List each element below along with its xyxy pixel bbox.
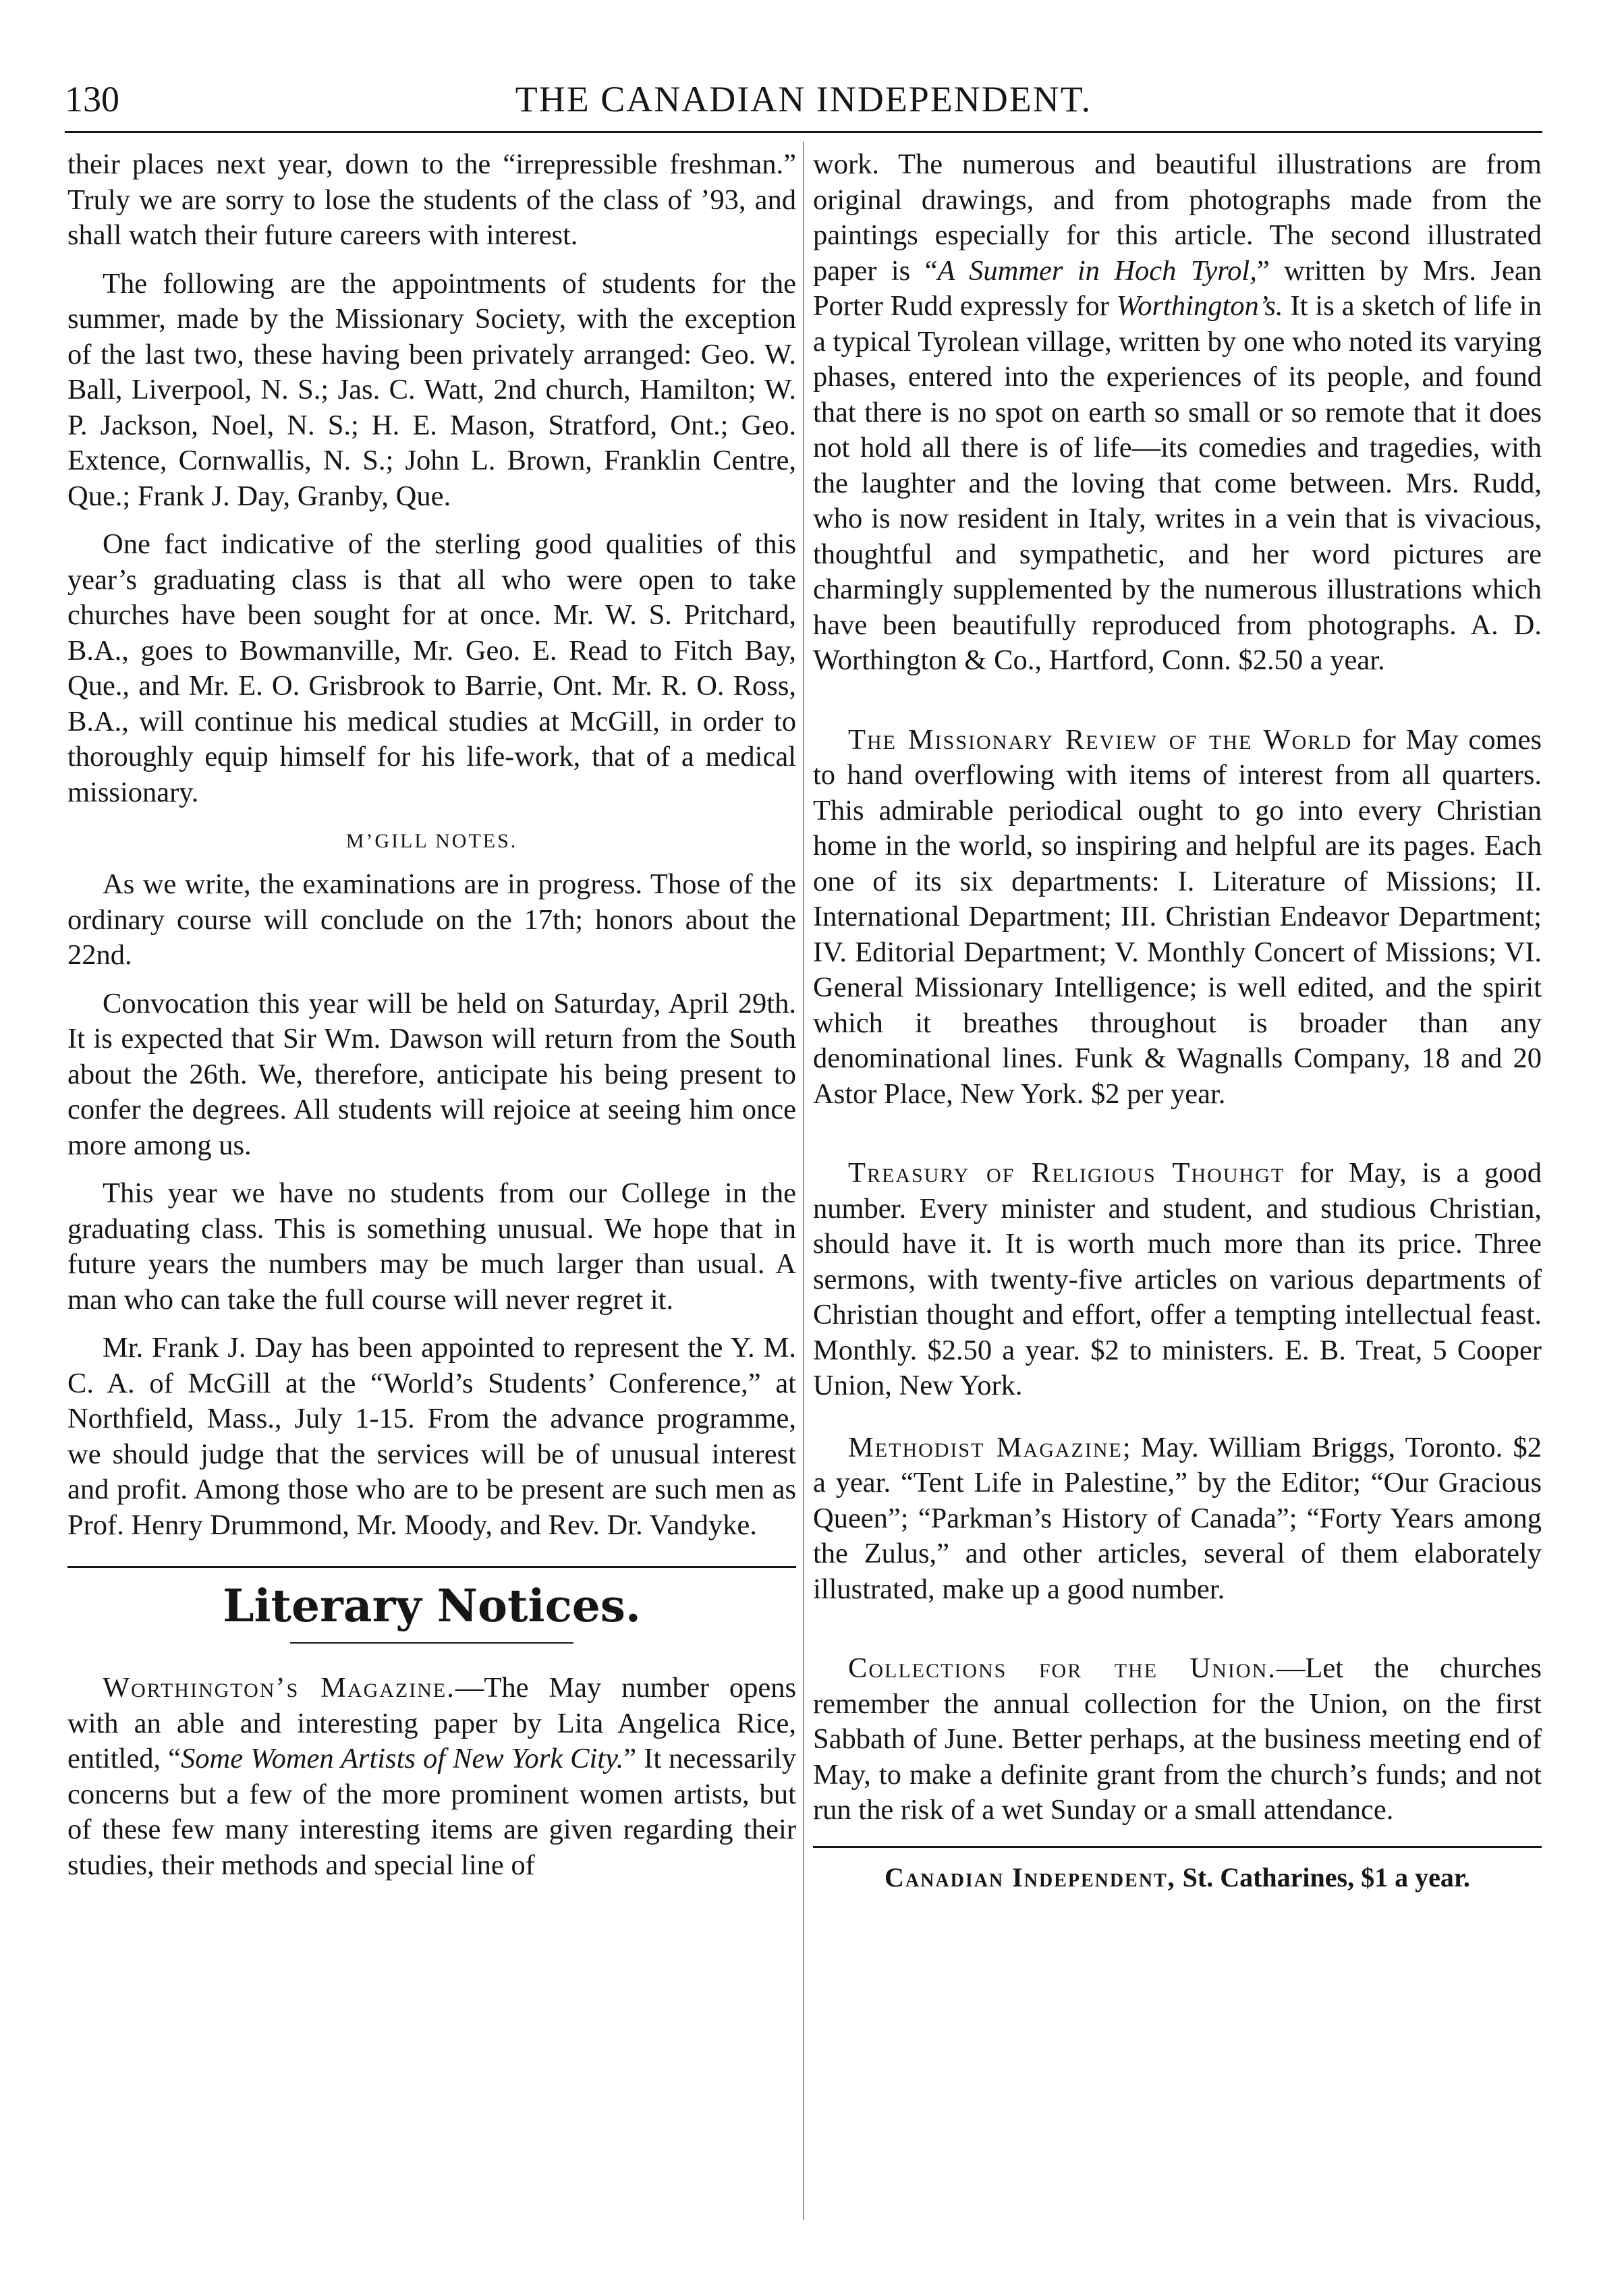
- paragraph-worthingtons-continued: [813, 147, 1542, 679]
- page-header: [65, 76, 1542, 123]
- paragraph: their places next year, down to the “irrepressible freshman.” Truly we are sorry to lose the students of the class of ’93, and shall watch their future careers with interest.: [67, 148, 796, 251]
- paragraph-treasury: [813, 1156, 1542, 1404]
- paragraph-convocation: Convocation this year will be held on Saturday, April 29th. It is expected that Sir Wm. Dawson will return from the South about the 26th. We, therefore, anticipate his being present to confer the degrees. All students will rejoice at seeing him once more among us.: [67, 987, 796, 1161]
- right-column: [813, 147, 1542, 1895]
- lead-treasury: Treasury of Religious Thouhgt: [848, 1157, 1285, 1189]
- lead-methodist-magazine: Methodist Magazine: [848, 1431, 1123, 1463]
- lead-worthingtons-magazine: Worthington’s Magazine.: [103, 1672, 455, 1704]
- paragraph-graduating-class: One fact indicative of the sterling good qualities of this year’s graduating class is that all who were open to take churches have been sought for at once. Mr. W. S. Pritchard, B.A., goes to Bowmanville, Mr. Geo. E. Read to Fitch Bay, Que., and Mr. E. O. Grisbrook to Barrie, Ont. Mr. R. O. Ross, B.A., will continue his medical studies at McGill, in order to thoroughly equip himself for his life-work, that of a medical missionary.: [67, 528, 796, 808]
- spacer: [813, 1125, 1542, 1156]
- text-span: ” It necessarily concerns but a few of the more prominent women artists, but of these few many interesting items are given regarding their studies, their methods and special line of: [67, 1743, 796, 1881]
- paragraph-frank-day: Mr. Frank J. Day has been appointed to represent the Y. M. C. A. of McGill at the “World’s Students’ Conference,” at Northfield, Mass., July 1-15. From the advance programme, we should judge that the services will be of unusual interest and profit. Among those who are to be present are such men as Prof. Henry Drummond, Mr. Moody, and Rev. Dr. Vandyke.: [67, 1332, 796, 1541]
- paragraph-appointments: The following are the appointments of students for the summer, made by the Missionary Society, with the exception of the last two, these having been privately arranged: Geo. W. Ball, Liverpool, N. S.; Jas. C. Watt, 2nd church, Hamilton; W. P. Jackson, Noel, N. S.; H. E. Mason, Stratford, Ont.; Geo. Extence, Cornwallis, N. S.; John L. Brown, Franklin Centre, Que.; Frank J. Day, Granby, Que.: [67, 267, 796, 512]
- column-divider: [803, 142, 804, 2220]
- paragraph-examinations: As we write, the examinations are in progress. Those of the ordinary course will conclude on the 17th; honors about the 22nd.: [67, 868, 796, 971]
- spacer: [813, 1417, 1542, 1430]
- article-title: Some Women Artists of New York City.: [181, 1743, 624, 1774]
- page-number: 130: [65, 79, 119, 119]
- text-span: It is a sketch of life in a typical Tyrolean village, written by one who noted its varying phases, entered into the experiences of its people, and found that there is no spot on earth so small or so remote that it does not hold all there is of life—its comedies and tragedies, with the laughter and the loving that come between. Mrs. Rudd, who is now resident in Italy, writes in a vein that is vivacious, thoughtful and sympathetic, and her word pictures are charmingly supplemented by the numerous illustrations which have been beautifully reproduced from photographs. A. D. Worthington & Co., Hartford, Conn. $2.50 a year.: [813, 290, 1542, 676]
- footer-rule: [813, 1846, 1542, 1848]
- section-rule: [67, 1566, 796, 1568]
- paragraph-no-students: This year we have no students from our College in the graduating class. This is something unusual. We hope that in future years the numbers may be much larger than usual. A man who can take the full course will never regret it.: [67, 1177, 796, 1316]
- text-span: for May comes to hand overflowing with items of interest from all quarters. This admirable periodical ought to go into every Christian home in the world, so inspiring and helpful are its pages. Each one of its six departments: I. Literature of Missions; II. International Department; III. Christian Endeavor Department; IV. Editorial Department; V. Monthly Concert of Missions; VI. General Missionary Intelligence; is well edited, and the spirit which it breathes throughout is broader than any denominational lines. Funk & Wagnalls Company, 18 and 20 Astor Place, New York. $2 per year.: [813, 723, 1542, 1110]
- magazine-name: Worthington’s.: [1116, 290, 1283, 322]
- text-span: for May, is a good number. Every minister and student, and studious Christian, should have it. It is worth much more than its price. Three sermons, with twenty-five articles on various departments of Christian thought and effort, offer a tempting intellectual feast. Monthly. $2.50 a year. $2 to ministers. E. B. Treat, 5 Cooper Union, New York.: [813, 1157, 1542, 1401]
- lead-missionary-review: The Missionary Review of the World: [848, 723, 1353, 756]
- subheading-mcgill-notes: M’GILL NOTES.: [345, 830, 518, 852]
- paragraph-missionary-review: [813, 723, 1542, 1113]
- paragraph-collections: [813, 1651, 1542, 1828]
- spacer: [813, 1620, 1542, 1651]
- spacer: [813, 692, 1542, 723]
- subscription-notice: [813, 1860, 1542, 1895]
- text-span: work. The numerous and beautiful illustrations are from original drawings, and from photographs made from the paintings especially for this article. The second illustrated paper is “: [813, 148, 1542, 287]
- lead-collections: Collections for the Union.: [848, 1652, 1277, 1684]
- publication-name: Canadian Independent,: [885, 1861, 1176, 1893]
- text-span: ” written by Mrs. Jean Porter Rudd expressly for: [813, 254, 1542, 322]
- header-rule: [65, 131, 1542, 133]
- section-title-literary-notices: Literary Notices.: [223, 1579, 641, 1632]
- text-span: —The May number opens with an able and interesting paper by Lita Angelica Rice, entitled, “: [67, 1672, 796, 1774]
- left-column: [67, 147, 796, 1896]
- article-title: A Summer in Hoch Tyrol,: [937, 254, 1257, 287]
- running-title: THE CANADIAN INDEPENDENT.: [515, 79, 1092, 119]
- title-underline: [290, 1642, 573, 1644]
- paragraph-worthingtons-magazine: [67, 1671, 796, 1883]
- text-span: St. Catharines, $1 a year.: [1175, 1861, 1470, 1893]
- paragraph-methodist-magazine: [813, 1430, 1542, 1608]
- text-span: ; May. William Briggs, Toronto. $2 a year. “Tent Life in Palestine,” by the Editor; “Our Gracious Queen”; “Parkman’s History of Canada”; “Forty Years among the Zulus,” and other articles, several of them elaborately illustrated, make up a good number.: [813, 1431, 1542, 1605]
- text-span: —Let the churches remember the annual collection for the Union, on the first Sabbath of June. Better perhaps, at the business meeting end of May, to make a definite grant from the church’s funds; and not run the risk of a wet Sunday or a small attendance.: [813, 1652, 1542, 1826]
